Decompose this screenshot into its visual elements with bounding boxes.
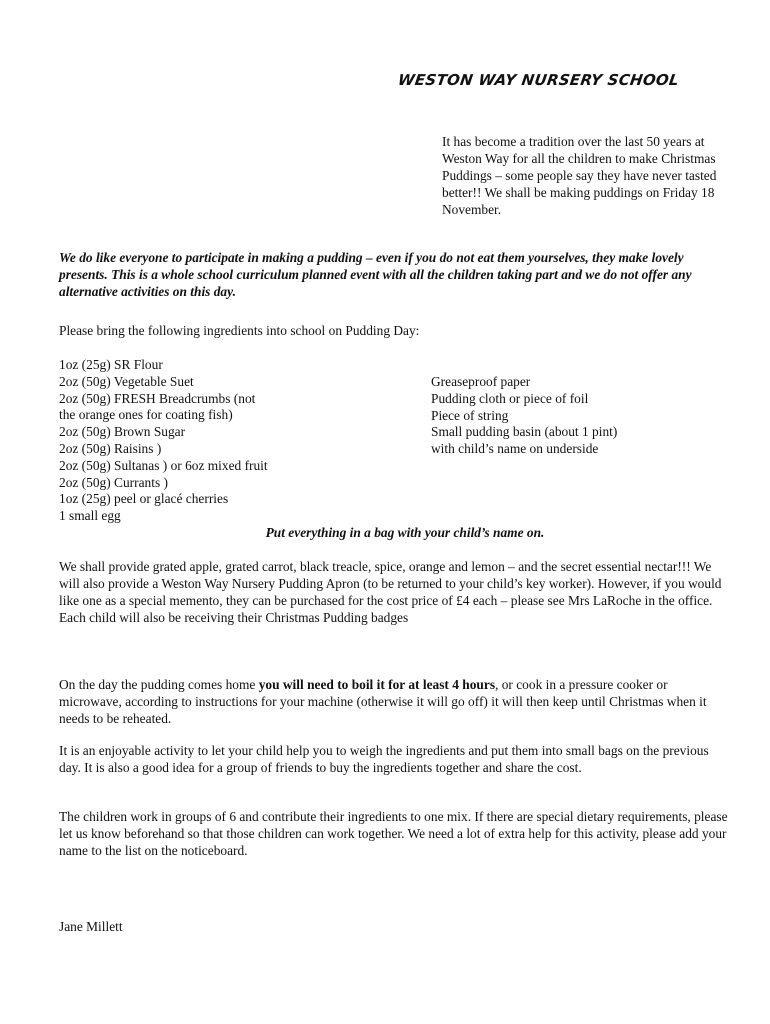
material-item: Piece of string [431, 407, 509, 423]
groups-paragraph: The children work in groups of 6 and contribute their ingredients to one mix. If there are special dietary requirements, please let us know beforehand so that those children can work together. We need a lot of extra help for this activity, please add your name to the list on the noticeboard. [59, 809, 728, 858]
ingredient-item: 2oz (50g) Raisins ) [59, 440, 162, 456]
ingredient-item: 2oz (50g) FRESH Breadcrumbs (not [59, 390, 256, 406]
boil-text-after: , or cook in a pressure cooker or microwave, according to instructions for your machine (otherwise it will go off) it will then keep until Christmas when it needs to be reheated. [59, 677, 707, 726]
ingredient-item: 1oz (25g) SR Flour [59, 357, 163, 372]
school-name-heading: WESTON WAY NURSERY SCHOOL [396, 71, 681, 89]
material-item: Pudding cloth or piece of foil [431, 390, 589, 406]
bag-instruction: Put everything in a bag with your child’s name on. [265, 525, 545, 540]
material-item: with child’s name on underside [431, 441, 599, 457]
ingredient-item: 2oz (50g) Brown Sugar [59, 424, 186, 440]
bring-ingredients-intro: Please bring the following ingredients into school on Pudding Day: [59, 323, 420, 338]
intro-paragraph: It has become a tradition over the last 50 years at Weston Way for all the children to make Christmas Puddings – some people say they have never tasted better!! We shall be making puddings on Friday 18 November. [442, 134, 717, 217]
provide-paragraph: We shall provide grated apple, grated carrot, black treacle, spice, orange and lemon – and the secret essential nectar!!! We will also provide a Weston Way Nursery Pudding Apron (to be returned to your child’s key worker). However, if you would like one as a special memento, they can be purchased for the cost price of £4 each – please see Mrs LaRoche in the office. Each child will also be receiving their Christmas Pudding badges [59, 559, 722, 625]
participation-notice: We do like everyone to participate in making a pudding – even if you do not eat them yourselves, they make lovely presents. This is a whole school curriculum planned event with all the children taking part and we do not offer any alternative activities on this day. [59, 250, 692, 299]
ingredient-item: 2oz (50g) Sultanas ) or 6oz mixed fruit [59, 457, 268, 473]
boil-text-bold: you will need to boil it for at least 4 hours [258, 677, 496, 692]
ingredient-item: 2oz (50g) Currants ) [59, 474, 168, 490]
ingredient-item: 2oz (50g) Vegetable Suet [59, 373, 194, 389]
materials-list [431, 373, 731, 457]
material-item: Greaseproof paper [431, 374, 531, 389]
boil-paragraph [59, 676, 729, 727]
material-item: Small pudding basin (about 1 pint) [431, 424, 618, 440]
ingredient-item: 1 small egg [59, 508, 121, 524]
ingredient-item: the orange ones for coating fish) [59, 407, 233, 423]
boil-text-before: On the day the pudding comes home [59, 677, 259, 692]
activity-paragraph: It is an enjoyable activity to let your child help you to weigh the ingredients and put them into small bags on the previous day. It is also a good idea for a group of friends to buy the ingredients together and share the cost. [59, 743, 709, 775]
signature: Jane Millett [59, 919, 123, 934]
ingredients-list [59, 356, 359, 524]
ingredient-item: 1oz (25g) peel or glacé cherries [59, 491, 229, 507]
